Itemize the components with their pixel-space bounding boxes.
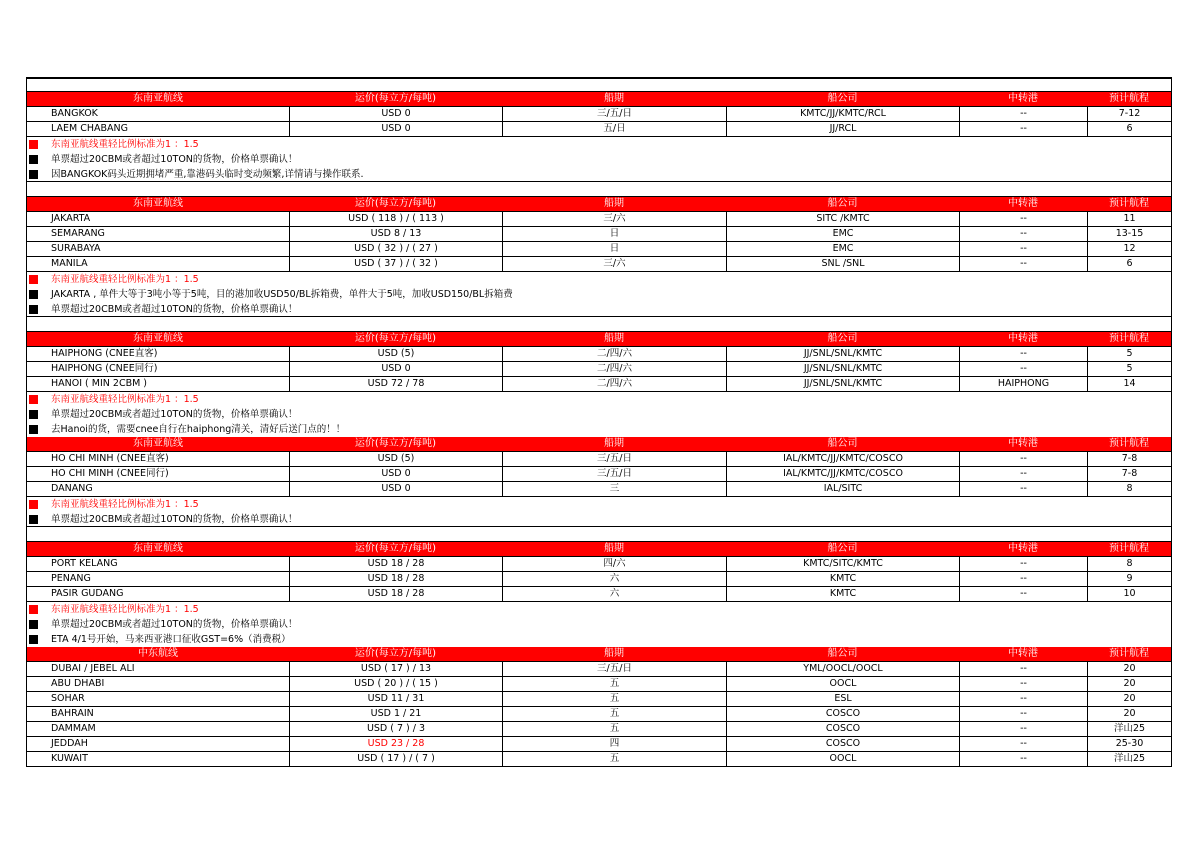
rate-cell: USD ( 7 ) / 3: [289, 722, 502, 737]
note-text: 单票超过20CBM或者超过10TON的货物，价格单票确认！: [51, 154, 298, 165]
transit-time-cell: 13-15: [1087, 227, 1171, 242]
transit-port-cell: --: [959, 242, 1087, 257]
port-cell: PORT KELANG: [51, 558, 118, 569]
port-cell: DAMMAM: [51, 723, 96, 734]
table-row: [27, 572, 1171, 587]
rate-cell: USD 0: [289, 122, 502, 137]
note-text: JAKARTA , 单件大等于3吨小等于5吨，目的港加收USD50/BL拆箱费，单件大于5吨，加收USD150/BL拆箱费: [51, 289, 513, 300]
header-carrier: 船公司: [827, 198, 858, 209]
note-row: [27, 602, 1171, 617]
port-cell: LAEM CHABANG: [51, 123, 128, 134]
rate-cell: USD ( 17 ) / 13: [289, 662, 502, 677]
port-cell: SOHAR: [51, 693, 85, 704]
transit-time-cell: 20: [1087, 662, 1171, 677]
rate-cell: USD 1 / 21: [289, 707, 502, 722]
table-row: [27, 452, 1171, 467]
transit-time-cell: 7-12: [1087, 107, 1171, 122]
rate-sheet: [26, 77, 1172, 767]
header-rate: 运价(每立方/每吨): [354, 648, 437, 659]
transit-port-cell: --: [959, 482, 1087, 497]
header-transit-port: 中转港: [1008, 93, 1038, 104]
header-rate: 运价(每立方/每吨): [354, 333, 437, 344]
table-row: [27, 722, 1171, 737]
schedule-cell: 三/六: [502, 212, 726, 227]
header-route: 东南亚航线: [133, 543, 183, 554]
port-cell: HO CHI MINH (CNEE直客): [51, 453, 169, 464]
rate-cell: USD (5): [289, 452, 502, 467]
header-schedule: 船期: [604, 333, 624, 344]
table-row: [27, 107, 1171, 122]
header-carrier: 船公司: [827, 93, 858, 104]
transit-time-cell: 20: [1087, 677, 1171, 692]
carrier-cell: IAL/KMTC/JJ/KMTC/COSCO: [726, 452, 959, 467]
table-row: [27, 677, 1171, 692]
port-cell: BAHRAIN: [51, 708, 94, 719]
schedule-cell: 六: [502, 587, 726, 602]
carrier-cell: IAL/SITC: [726, 482, 959, 497]
note-text: 去Hanoi的货，需要cnee自行在haiphong清关，清好后送门点的！！: [51, 424, 346, 435]
carrier-cell: KMTC: [726, 587, 959, 602]
note-row: [27, 512, 1171, 527]
schedule-cell: 五: [502, 707, 726, 722]
header-rate: 运价(每立方/每吨): [354, 93, 437, 104]
transit-port-cell: --: [959, 557, 1087, 572]
transit-time-cell: 20: [1087, 707, 1171, 722]
header-schedule: 船期: [604, 648, 624, 659]
schedule-cell: 四/六: [502, 557, 726, 572]
square-bullet-icon: [29, 635, 38, 644]
square-bullet-icon: [29, 305, 38, 314]
schedule-cell: 五: [502, 692, 726, 707]
rate-cell: USD (5): [289, 347, 502, 362]
carrier-cell: YML/OOCL/OOCL: [726, 662, 959, 677]
header-row: [27, 332, 1171, 347]
carrier-cell: KMTC/SITC/KMTC: [726, 557, 959, 572]
square-bullet-icon: [29, 155, 38, 164]
header-route: 中东航线: [138, 648, 178, 659]
header-transit-time: 预计航程: [1109, 198, 1149, 209]
carrier-cell: ESL: [726, 692, 959, 707]
port-cell: BANGKOK: [51, 108, 98, 119]
rate-cell: USD ( 37 ) / ( 32 ): [289, 257, 502, 272]
transit-time-cell: 12: [1087, 242, 1171, 257]
note-row: [27, 272, 1171, 287]
note-text: 单票超过20CBM或者超过10TON的货物，价格单票确认！: [51, 304, 298, 315]
table-row: [27, 707, 1171, 722]
square-bullet-icon: [29, 425, 38, 434]
carrier-cell: COSCO: [726, 707, 959, 722]
transit-time-cell: 7-8: [1087, 452, 1171, 467]
port-cell: SURABAYA: [51, 243, 101, 254]
table-row: [27, 347, 1171, 362]
table-row: [27, 737, 1171, 752]
transit-port-cell: --: [959, 572, 1087, 587]
schedule-cell: 五: [502, 722, 726, 737]
transit-port-cell: --: [959, 662, 1087, 677]
rate-cell: USD 0: [289, 107, 502, 122]
transit-port-cell: --: [959, 257, 1087, 272]
header-transit-time: 预计航程: [1109, 438, 1149, 449]
header-transit-port: 中转港: [1008, 543, 1038, 554]
transit-time-cell: 6: [1087, 257, 1171, 272]
header-row: [27, 197, 1171, 212]
port-cell: HAIPHONG (CNEE同行): [51, 363, 158, 374]
schedule-cell: 五: [502, 677, 726, 692]
rate-cell: USD ( 118 ) / ( 113 ): [289, 212, 502, 227]
transit-time-cell: 25-30: [1087, 737, 1171, 752]
carrier-cell: EMC: [726, 227, 959, 242]
transit-time-cell: 洋山25: [1087, 752, 1171, 767]
square-bullet-icon: [29, 170, 38, 179]
schedule-cell: 二/四/六: [502, 347, 726, 362]
rate-cell: USD 0: [289, 467, 502, 482]
transit-port-cell: --: [959, 692, 1087, 707]
transit-time-cell: 5: [1087, 362, 1171, 377]
note-text: 单票超过20CBM或者超过10TON的货物，价格单票确认！: [51, 409, 298, 420]
square-bullet-icon: [29, 140, 38, 149]
note-row: [27, 617, 1171, 632]
transit-port-cell: --: [959, 467, 1087, 482]
port-cell: DUBAI / JEBEL ALI: [51, 663, 135, 674]
square-bullet-icon: [29, 275, 38, 284]
header-route: 东南亚航线: [133, 198, 183, 209]
header-transit-port: 中转港: [1008, 648, 1038, 659]
square-bullet-icon: [29, 395, 38, 404]
header-row: [27, 542, 1171, 557]
transit-port-cell: --: [959, 212, 1087, 227]
header-rate: 运价(每立方/每吨): [354, 543, 437, 554]
note-row: [27, 422, 1171, 437]
port-cell: KUWAIT: [51, 753, 88, 764]
transit-time-cell: 7-8: [1087, 467, 1171, 482]
note-row: [27, 287, 1171, 302]
port-cell: MANILA: [51, 258, 88, 269]
carrier-cell: SITC /KMTC: [726, 212, 959, 227]
highlighted-rate-cell: USD 23 / 28: [289, 737, 502, 752]
rate-cell: USD 18 / 28: [289, 587, 502, 602]
rate-cell: USD ( 20 ) / ( 15 ): [289, 677, 502, 692]
port-cell: PENANG: [51, 573, 91, 584]
transit-time-cell: 9: [1087, 572, 1171, 587]
note-row: [27, 392, 1171, 407]
header-schedule: 船期: [604, 198, 624, 209]
header-route: 东南亚航线: [133, 333, 183, 344]
transit-time-cell: 洋山25: [1087, 722, 1171, 737]
port-cell: JEDDAH: [51, 738, 88, 749]
table-row: [27, 692, 1171, 707]
rate-cell: USD 18 / 28: [289, 557, 502, 572]
section-spacer: [27, 527, 1171, 542]
carrier-cell: JJ/RCL: [726, 122, 959, 137]
table-row: [27, 242, 1171, 257]
transit-port-cell: --: [959, 677, 1087, 692]
note-row: [27, 167, 1171, 182]
transit-time-cell: 6: [1087, 122, 1171, 137]
note-text: 因BANGKOK码头近期拥堵严重,靠港码头临时变动频繁,详情请与操作联系.: [51, 169, 364, 180]
note-row: [27, 302, 1171, 317]
table-row: [27, 257, 1171, 272]
schedule-cell: 五: [502, 752, 726, 767]
carrier-cell: KMTC/JJ/KMTC/RCL: [726, 107, 959, 122]
carrier-cell: KMTC: [726, 572, 959, 587]
header-carrier: 船公司: [827, 648, 858, 659]
transit-port-cell: HAIPHONG: [959, 377, 1087, 392]
port-cell: ABU DHABI: [51, 678, 105, 689]
header-transit-time: 预计航程: [1109, 543, 1149, 554]
rate-cell: USD 0: [289, 362, 502, 377]
transit-port-cell: --: [959, 752, 1087, 767]
transit-port-cell: --: [959, 362, 1087, 377]
note-text: 东南亚航线重轻比例标准为1 ：1.5: [51, 394, 199, 405]
square-bullet-icon: [29, 410, 38, 419]
note-text: 东南亚航线重轻比例标准为1 ：1.5: [51, 604, 199, 615]
carrier-cell: IAL/KMTC/JJ/KMTC/COSCO: [726, 467, 959, 482]
square-bullet-icon: [29, 290, 38, 299]
schedule-cell: 三/六: [502, 257, 726, 272]
header-transit-port: 中转港: [1008, 438, 1038, 449]
header-rate: 运价(每立方/每吨): [354, 198, 437, 209]
table-row: [27, 362, 1171, 377]
schedule-cell: 二/四/六: [502, 377, 726, 392]
transit-port-cell: --: [959, 707, 1087, 722]
rate-cell: USD ( 17 ) / ( 7 ): [289, 752, 502, 767]
header-carrier: 船公司: [827, 438, 858, 449]
header-schedule: 船期: [604, 543, 624, 554]
rate-cell: USD 0: [289, 482, 502, 497]
port-cell: HO CHI MINH (CNEE同行): [51, 468, 169, 479]
rate-cell: USD 72 / 78: [289, 377, 502, 392]
table-row: [27, 587, 1171, 602]
note-text: 东南亚航线重轻比例标准为1 ：1.5: [51, 499, 199, 510]
table-row: [27, 662, 1171, 677]
schedule-cell: 五/日: [502, 122, 726, 137]
schedule-cell: 四: [502, 737, 726, 752]
carrier-cell: SNL /SNL: [726, 257, 959, 272]
note-text: 单票超过20CBM或者超过10TON的货物，价格单票确认！: [51, 514, 298, 525]
transit-port-cell: --: [959, 227, 1087, 242]
table-row: [27, 377, 1171, 392]
note-row: [27, 152, 1171, 167]
rate-cell: USD 8 / 13: [289, 227, 502, 242]
note-row: [27, 137, 1171, 152]
port-cell: PASIR GUDANG: [51, 588, 124, 599]
note-row: [27, 407, 1171, 422]
transit-port-cell: --: [959, 122, 1087, 137]
square-bullet-icon: [29, 515, 38, 524]
schedule-cell: 三/五/日: [502, 107, 726, 122]
schedule-cell: 六: [502, 572, 726, 587]
carrier-cell: COSCO: [726, 737, 959, 752]
sheet-top-bar: [27, 77, 1171, 92]
note-text: 单票超过20CBM或者超过10TON的货物，价格单票确认！: [51, 619, 298, 630]
transit-time-cell: 10: [1087, 587, 1171, 602]
header-row: [27, 647, 1171, 662]
schedule-cell: 三/五/日: [502, 452, 726, 467]
schedule-cell: 二/四/六: [502, 362, 726, 377]
header-route: 东南亚航线: [133, 93, 183, 104]
square-bullet-icon: [29, 620, 38, 629]
port-cell: HANOI ( MIN 2CBM ): [51, 378, 148, 389]
carrier-cell: COSCO: [726, 722, 959, 737]
transit-port-cell: --: [959, 452, 1087, 467]
rate-cell: USD ( 32 ) / ( 27 ): [289, 242, 502, 257]
port-cell: SEMARANG: [51, 228, 105, 239]
transit-time-cell: 14: [1087, 377, 1171, 392]
header-transit-time: 预计航程: [1109, 648, 1149, 659]
square-bullet-icon: [29, 500, 38, 509]
header-schedule: 船期: [604, 93, 624, 104]
transit-time-cell: 20: [1087, 692, 1171, 707]
section-spacer: [27, 182, 1171, 197]
note-text: ETA 4/1号开始，马来西亚港口征收GST=6%（消费税）: [51, 634, 291, 645]
header-transit-time: 预计航程: [1109, 93, 1149, 104]
transit-port-cell: --: [959, 347, 1087, 362]
header-rate: 运价(每立方/每吨): [354, 438, 437, 449]
table-row: [27, 482, 1171, 497]
transit-time-cell: 5: [1087, 347, 1171, 362]
header-transit-port: 中转港: [1008, 333, 1038, 344]
port-cell: DANANG: [51, 483, 93, 494]
section-spacer: [27, 317, 1171, 332]
port-cell: HAIPHONG (CNEE直客): [51, 348, 158, 359]
transit-time-cell: 11: [1087, 212, 1171, 227]
header-carrier: 船公司: [827, 333, 858, 344]
port-cell: JAKARTA: [51, 213, 91, 224]
note-row: [27, 632, 1171, 647]
rate-cell: USD 18 / 28: [289, 572, 502, 587]
note-text: 东南亚航线重轻比例标准为1 ：1.5: [51, 139, 199, 150]
header-row: [27, 437, 1171, 452]
note-row: [27, 497, 1171, 512]
carrier-cell: EMC: [726, 242, 959, 257]
transit-port-cell: --: [959, 587, 1087, 602]
carrier-cell: JJ/SNL/SNL/KMTC: [726, 362, 959, 377]
carrier-cell: OOCL: [726, 752, 959, 767]
schedule-cell: 三: [502, 482, 726, 497]
header-schedule: 船期: [604, 438, 624, 449]
header-row: [27, 92, 1171, 107]
note-text: 东南亚航线重轻比例标准为1 ：1.5: [51, 274, 199, 285]
transit-time-cell: 8: [1087, 557, 1171, 572]
schedule-cell: 日: [502, 227, 726, 242]
carrier-cell: JJ/SNL/SNL/KMTC: [726, 347, 959, 362]
table-row: [27, 467, 1171, 482]
square-bullet-icon: [29, 605, 38, 614]
transit-time-cell: 8: [1087, 482, 1171, 497]
table-row: [27, 227, 1171, 242]
schedule-cell: 三/五/日: [502, 467, 726, 482]
table-row: [27, 557, 1171, 572]
header-route: 东南亚航线: [133, 438, 183, 449]
rate-cell: USD 11 / 31: [289, 692, 502, 707]
schedule-cell: 三/五/日: [502, 662, 726, 677]
table-row: [27, 122, 1171, 137]
carrier-cell: OOCL: [726, 677, 959, 692]
transit-port-cell: --: [959, 737, 1087, 752]
header-transit-time: 预计航程: [1109, 333, 1149, 344]
schedule-cell: 日: [502, 242, 726, 257]
header-carrier: 船公司: [827, 543, 858, 554]
table-row: [27, 212, 1171, 227]
header-transit-port: 中转港: [1008, 198, 1038, 209]
table-row: [27, 752, 1171, 767]
transit-port-cell: --: [959, 722, 1087, 737]
carrier-cell: JJ/SNL/SNL/KMTC: [726, 377, 959, 392]
transit-port-cell: --: [959, 107, 1087, 122]
